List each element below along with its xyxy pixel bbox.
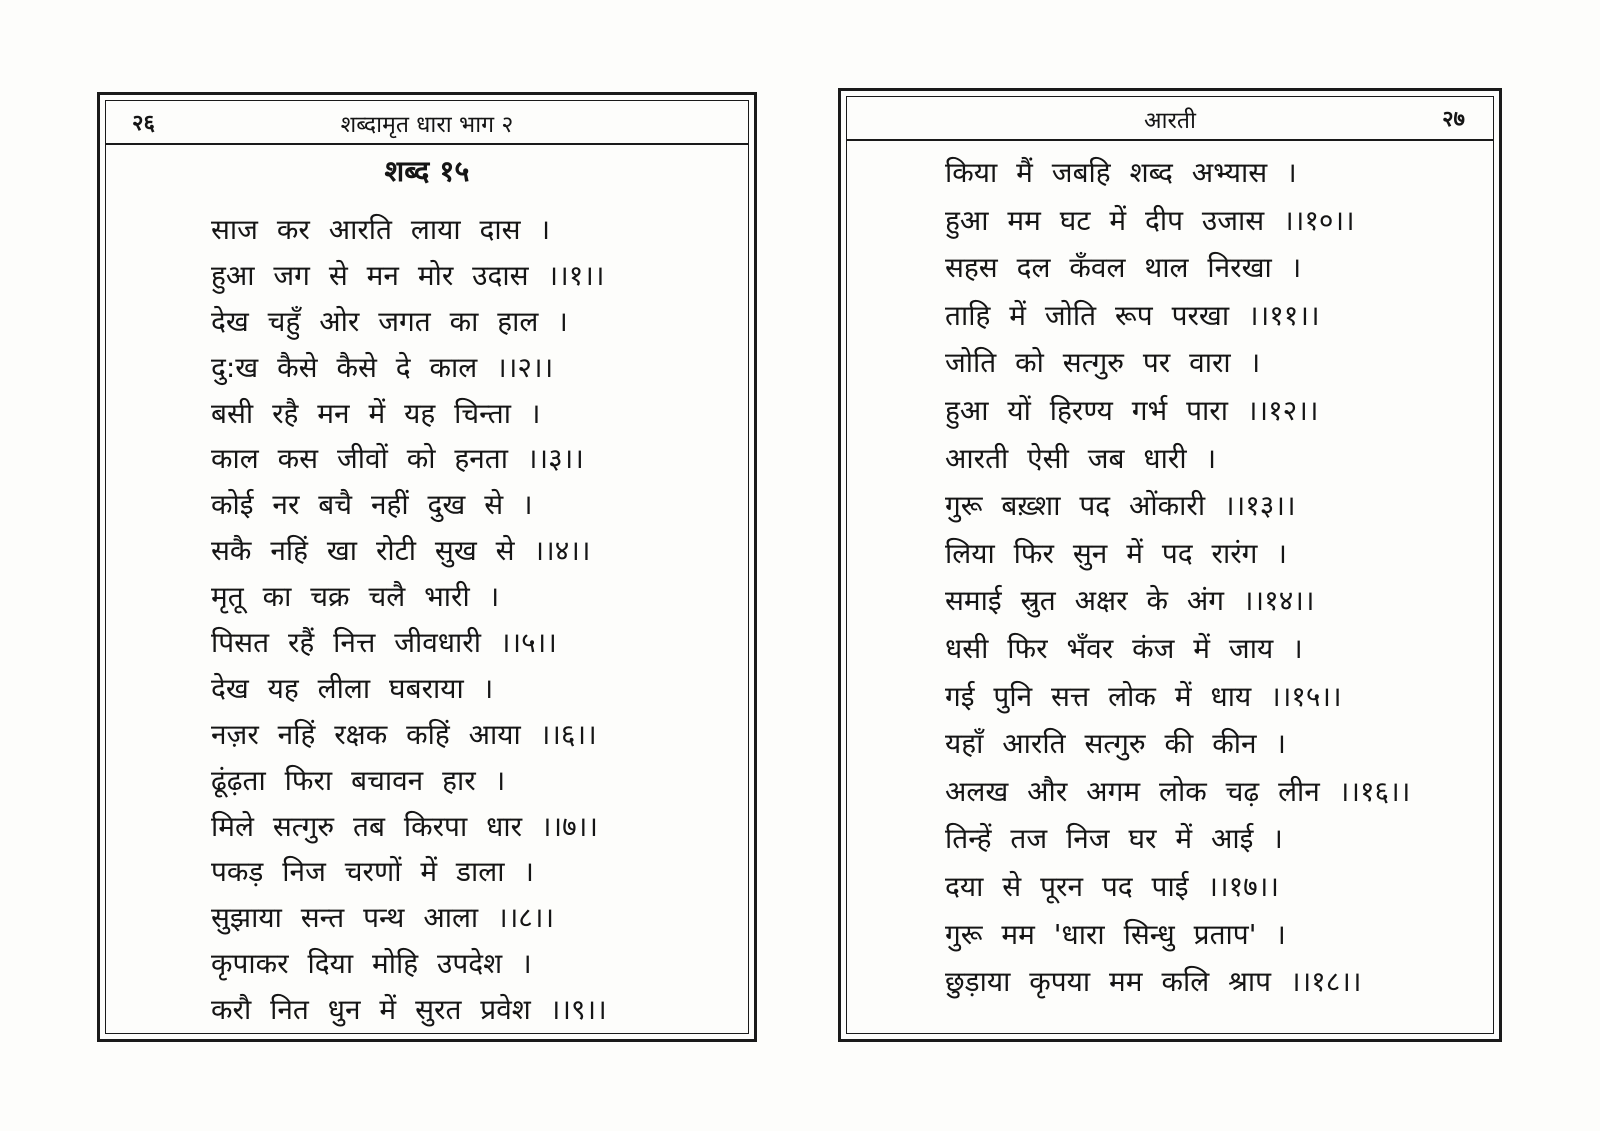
verse-line: हुआ यों हिरण्य गर्भ पारा ।।१२।। xyxy=(945,393,1319,427)
verse-line: बसी रहै मन में यह चिन्ता । xyxy=(211,396,541,430)
verse-line: समाई स्रुत अक्षर के अंग ।।१४।। xyxy=(945,584,1315,618)
verse-line: लिया फिर सुन में पद रारंग । xyxy=(945,536,1287,570)
page-number: २६ xyxy=(132,111,155,136)
verse-line: दु:ख कैसे कैसे दे काल ।।२।। xyxy=(211,350,554,384)
verse-line: नज़र नहिं रक्षक कहिं आया ।।६।। xyxy=(211,717,597,751)
verse-lines xyxy=(211,207,607,1033)
verse-line: हुआ मम घट में दीप उजास ।।१०।। xyxy=(945,203,1355,237)
verse-line: किया मैं जबहि शब्द अभ्यास । xyxy=(945,156,1297,189)
verse-line: देख चहुँ ओर जगत का हाल । xyxy=(211,304,568,338)
verse-line: तिन्हें तज निज घर में आई । xyxy=(945,822,1283,856)
right-page-header xyxy=(847,97,1493,141)
verse-line: गई पुनि सत्त लोक में धाय ।।१५।। xyxy=(945,679,1342,713)
running-title: आरती xyxy=(1144,108,1196,134)
verse-line: दया से पूरन पद पाई ।।१७।। xyxy=(945,869,1279,903)
verse-line: आरती ऐसी जब धारी । xyxy=(945,441,1217,475)
verse-line: सुझाया सन्त पन्थ आला ।।८।। xyxy=(211,901,555,935)
right-page xyxy=(838,88,1502,1042)
verse-line: गुरू बख़्शा पद ओंकारी ।।१३।। xyxy=(945,489,1296,523)
verse-line: छुड़ाया कृपया मम कलि श्राप ।।१८।। xyxy=(945,965,1362,999)
verse-line: ढूंढ़ता फिरा बचावन हार । xyxy=(211,763,506,797)
running-title: शब्दामृत धारा भाग २ xyxy=(340,112,514,138)
verse-line: गुरू मम 'धारा सिन्धु प्रताप' । xyxy=(945,917,1286,951)
section-title: शब्द १५ xyxy=(384,154,470,188)
verse-line: काल कस जीवों को हनता ।।३।। xyxy=(211,442,584,476)
verse-line: अलख और अगम लोक चढ़ लीन ।।१६।। xyxy=(945,774,1411,808)
verse-line: कृपाकर दिया मोहि उपदेश । xyxy=(211,947,532,981)
verse-line: धसी फिर भँवर कंज में जाय । xyxy=(945,631,1303,665)
left-page xyxy=(97,92,757,1042)
verse-line: करौ नित धुन में सुरत प्रवेश ।।९।। xyxy=(211,993,607,1027)
verse-line: यहाँ आरति सत्गुरु की कीन । xyxy=(945,727,1287,761)
verse-line: हुआ जग से मन मोर उदास ।।१।। xyxy=(211,258,605,292)
verse-line: मिले सत्गुरु तब किरपा धार ।।७।। xyxy=(211,809,598,843)
verse-lines xyxy=(945,149,1410,1006)
verse-line: देख यह लीला घबराया । xyxy=(211,671,494,705)
verse-line: कोई नर बचै नहीं दुख से । xyxy=(211,488,533,522)
verse-line: सकै नहिं खा रोटी सुख से ।।४।। xyxy=(211,534,591,568)
verse-line: जोति को सत्गुरु पर वारा । xyxy=(945,346,1261,380)
right-page-frame xyxy=(846,96,1494,1034)
verse-line: पिसत रहैं नित्त जीवधारी ।।५।। xyxy=(211,626,557,660)
page-number: २७ xyxy=(1442,107,1465,132)
verse-line: सहस दल कँवल थाल निरखा । xyxy=(945,251,1302,285)
verse-line: साज कर आरति लाया दास । xyxy=(211,213,551,246)
verse-line: ताहि में जोति रूप परखा ।।११।। xyxy=(945,298,1320,332)
verse-line: मृतू का चक्र चलै भारी । xyxy=(211,580,500,614)
verse-line: पकड़ निज चरणों में डाला । xyxy=(211,855,535,889)
left-page-frame xyxy=(105,100,749,1034)
left-page-header xyxy=(106,101,748,145)
